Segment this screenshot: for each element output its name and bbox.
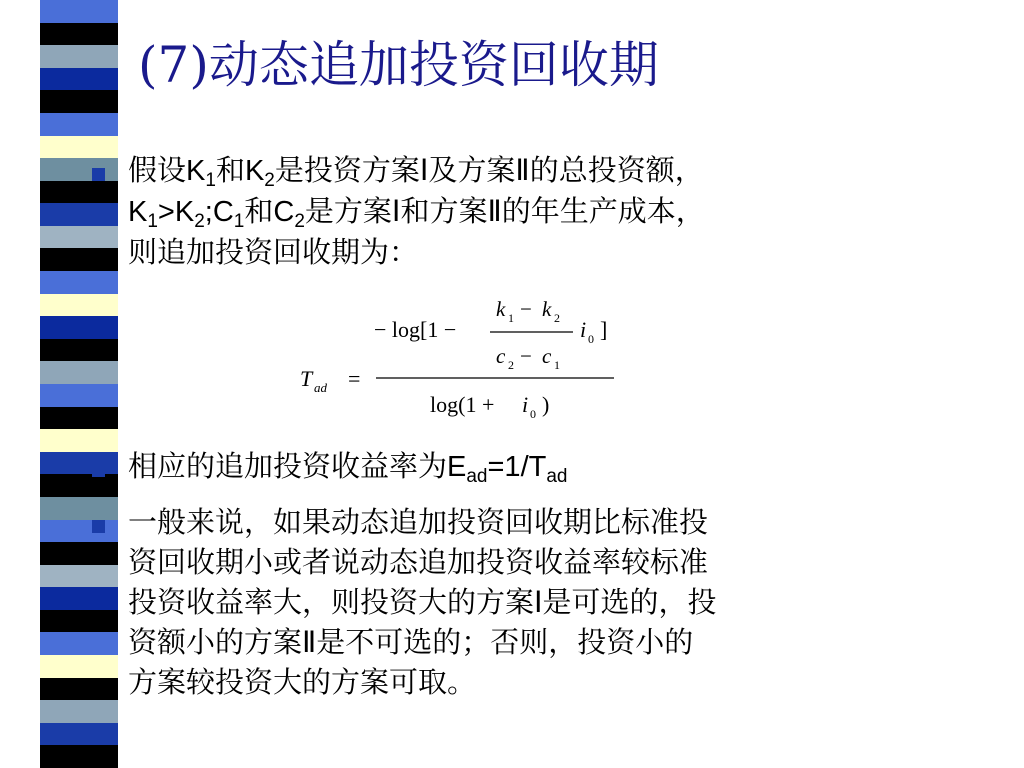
stripe-block bbox=[40, 745, 118, 768]
var-k1: K bbox=[128, 196, 148, 228]
stripe-block bbox=[40, 226, 118, 249]
bullet-icon bbox=[92, 520, 105, 533]
stripe-block bbox=[40, 136, 118, 159]
formula-den: log(1 + bbox=[430, 392, 495, 417]
formula-k1: k bbox=[496, 297, 506, 321]
formula-minus: − bbox=[520, 297, 532, 321]
stripe-block bbox=[40, 294, 118, 317]
text: 是投资方案Ⅰ及方案Ⅱ的总投资额， bbox=[274, 153, 704, 187]
formula-num-pre: − log[1 − bbox=[374, 317, 457, 342]
payback-formula bbox=[290, 292, 630, 432]
stripe-block bbox=[40, 181, 118, 204]
stripe-block bbox=[40, 542, 118, 565]
stripe-block bbox=[40, 23, 118, 46]
formula-den-i: i bbox=[522, 392, 529, 417]
slide-title: (7)动态追加投资回收期 bbox=[138, 36, 659, 94]
var-k2: K bbox=[244, 155, 265, 187]
def-line-1 bbox=[128, 150, 705, 191]
formula-den-close: ) bbox=[542, 392, 550, 417]
stripe-block bbox=[40, 632, 118, 655]
stripe-block bbox=[40, 587, 118, 610]
decorative-stripe bbox=[40, 0, 118, 768]
stripe-block bbox=[40, 700, 118, 723]
text: 和 bbox=[215, 153, 245, 187]
def-line-2 bbox=[128, 191, 705, 232]
paragraph-definition bbox=[128, 150, 705, 272]
formula-k2-sub: 2 bbox=[554, 311, 560, 325]
stripe-block bbox=[40, 271, 118, 294]
stripe-block bbox=[40, 248, 118, 271]
formula-eq: = bbox=[348, 366, 361, 391]
bullet-icon bbox=[92, 168, 105, 181]
stripe-block bbox=[40, 655, 118, 678]
stripe-block bbox=[40, 452, 118, 475]
stripe-block bbox=[40, 497, 118, 520]
sub: 1 bbox=[205, 170, 216, 191]
text: >K bbox=[157, 196, 195, 228]
sub: 1 bbox=[147, 211, 158, 232]
stripe-block bbox=[40, 407, 118, 430]
stripe-block bbox=[40, 429, 118, 452]
sub: 2 bbox=[264, 170, 275, 191]
stripe-block bbox=[40, 158, 118, 181]
formula-c1: c bbox=[542, 344, 552, 368]
stripe-block bbox=[40, 520, 118, 543]
var-k1: K bbox=[186, 155, 206, 187]
formula-c2: c bbox=[496, 344, 506, 368]
text: 和 bbox=[244, 194, 274, 228]
def-line-3: 则追加投资回收期为： bbox=[128, 235, 419, 269]
conclusion-line-4: 资额小的方案Ⅱ是不可选的；否则，投资小的 bbox=[128, 625, 694, 659]
formula-k1-sub: 1 bbox=[508, 311, 514, 325]
stripe-block bbox=[40, 474, 118, 497]
formula-den-i-sub: 0 bbox=[530, 407, 536, 421]
stripe-block bbox=[40, 610, 118, 633]
formula-lhs: T bbox=[300, 366, 313, 391]
formula-lhs-sub: ad bbox=[314, 380, 327, 395]
text: 假设 bbox=[128, 153, 187, 187]
conclusion-line-3: 投资收益率大，则投资大的方案I是可选的，投 bbox=[128, 585, 717, 619]
paragraph-conclusion bbox=[128, 502, 717, 702]
conclusion-line-1: 一般来说，如果动态追加投资回收期比标准投 bbox=[128, 505, 709, 539]
stripe-block bbox=[40, 113, 118, 136]
sub: 2 bbox=[294, 211, 305, 232]
sub: 1 bbox=[233, 211, 245, 232]
sub: ad bbox=[466, 466, 488, 487]
stripe-block bbox=[40, 203, 118, 226]
var-c2: C bbox=[273, 196, 295, 228]
stripe-block bbox=[40, 45, 118, 68]
text: ;C bbox=[204, 196, 234, 228]
paragraph-return-rate bbox=[128, 446, 567, 487]
stripe-block bbox=[40, 678, 118, 701]
formula-minus-2: − bbox=[520, 344, 532, 368]
formula-close: ] bbox=[600, 317, 608, 342]
text: =1/T bbox=[487, 451, 547, 483]
stripe-block bbox=[40, 68, 118, 91]
stripe-block bbox=[40, 339, 118, 362]
sub: ad bbox=[546, 466, 568, 487]
formula-k2: k bbox=[542, 297, 552, 321]
formula-c2-sub: 2 bbox=[508, 358, 514, 372]
bullet-icon bbox=[92, 464, 105, 477]
stripe-block bbox=[40, 361, 118, 384]
stripe-block bbox=[40, 316, 118, 339]
sub: 2 bbox=[194, 211, 205, 232]
text: 相应的追加投资收益率为 bbox=[128, 449, 448, 483]
conclusion-line-2: 资回收期小或者说动态追加投资收益率较标准 bbox=[128, 545, 709, 579]
conclusion-line-5: 方案较投资大的方案可取。 bbox=[128, 665, 477, 699]
var-e: E bbox=[447, 451, 467, 483]
formula-i0-sub: 0 bbox=[588, 332, 594, 346]
stripe-block bbox=[40, 565, 118, 588]
formula-i0: i bbox=[580, 317, 587, 342]
text: 是方案Ⅰ和方案Ⅱ的年生产成本， bbox=[304, 194, 705, 228]
stripe-block bbox=[40, 0, 118, 23]
stripe-block bbox=[40, 384, 118, 407]
formula-c1-sub: 1 bbox=[554, 358, 560, 372]
stripe-block bbox=[40, 723, 118, 746]
stripe-block bbox=[40, 90, 118, 113]
